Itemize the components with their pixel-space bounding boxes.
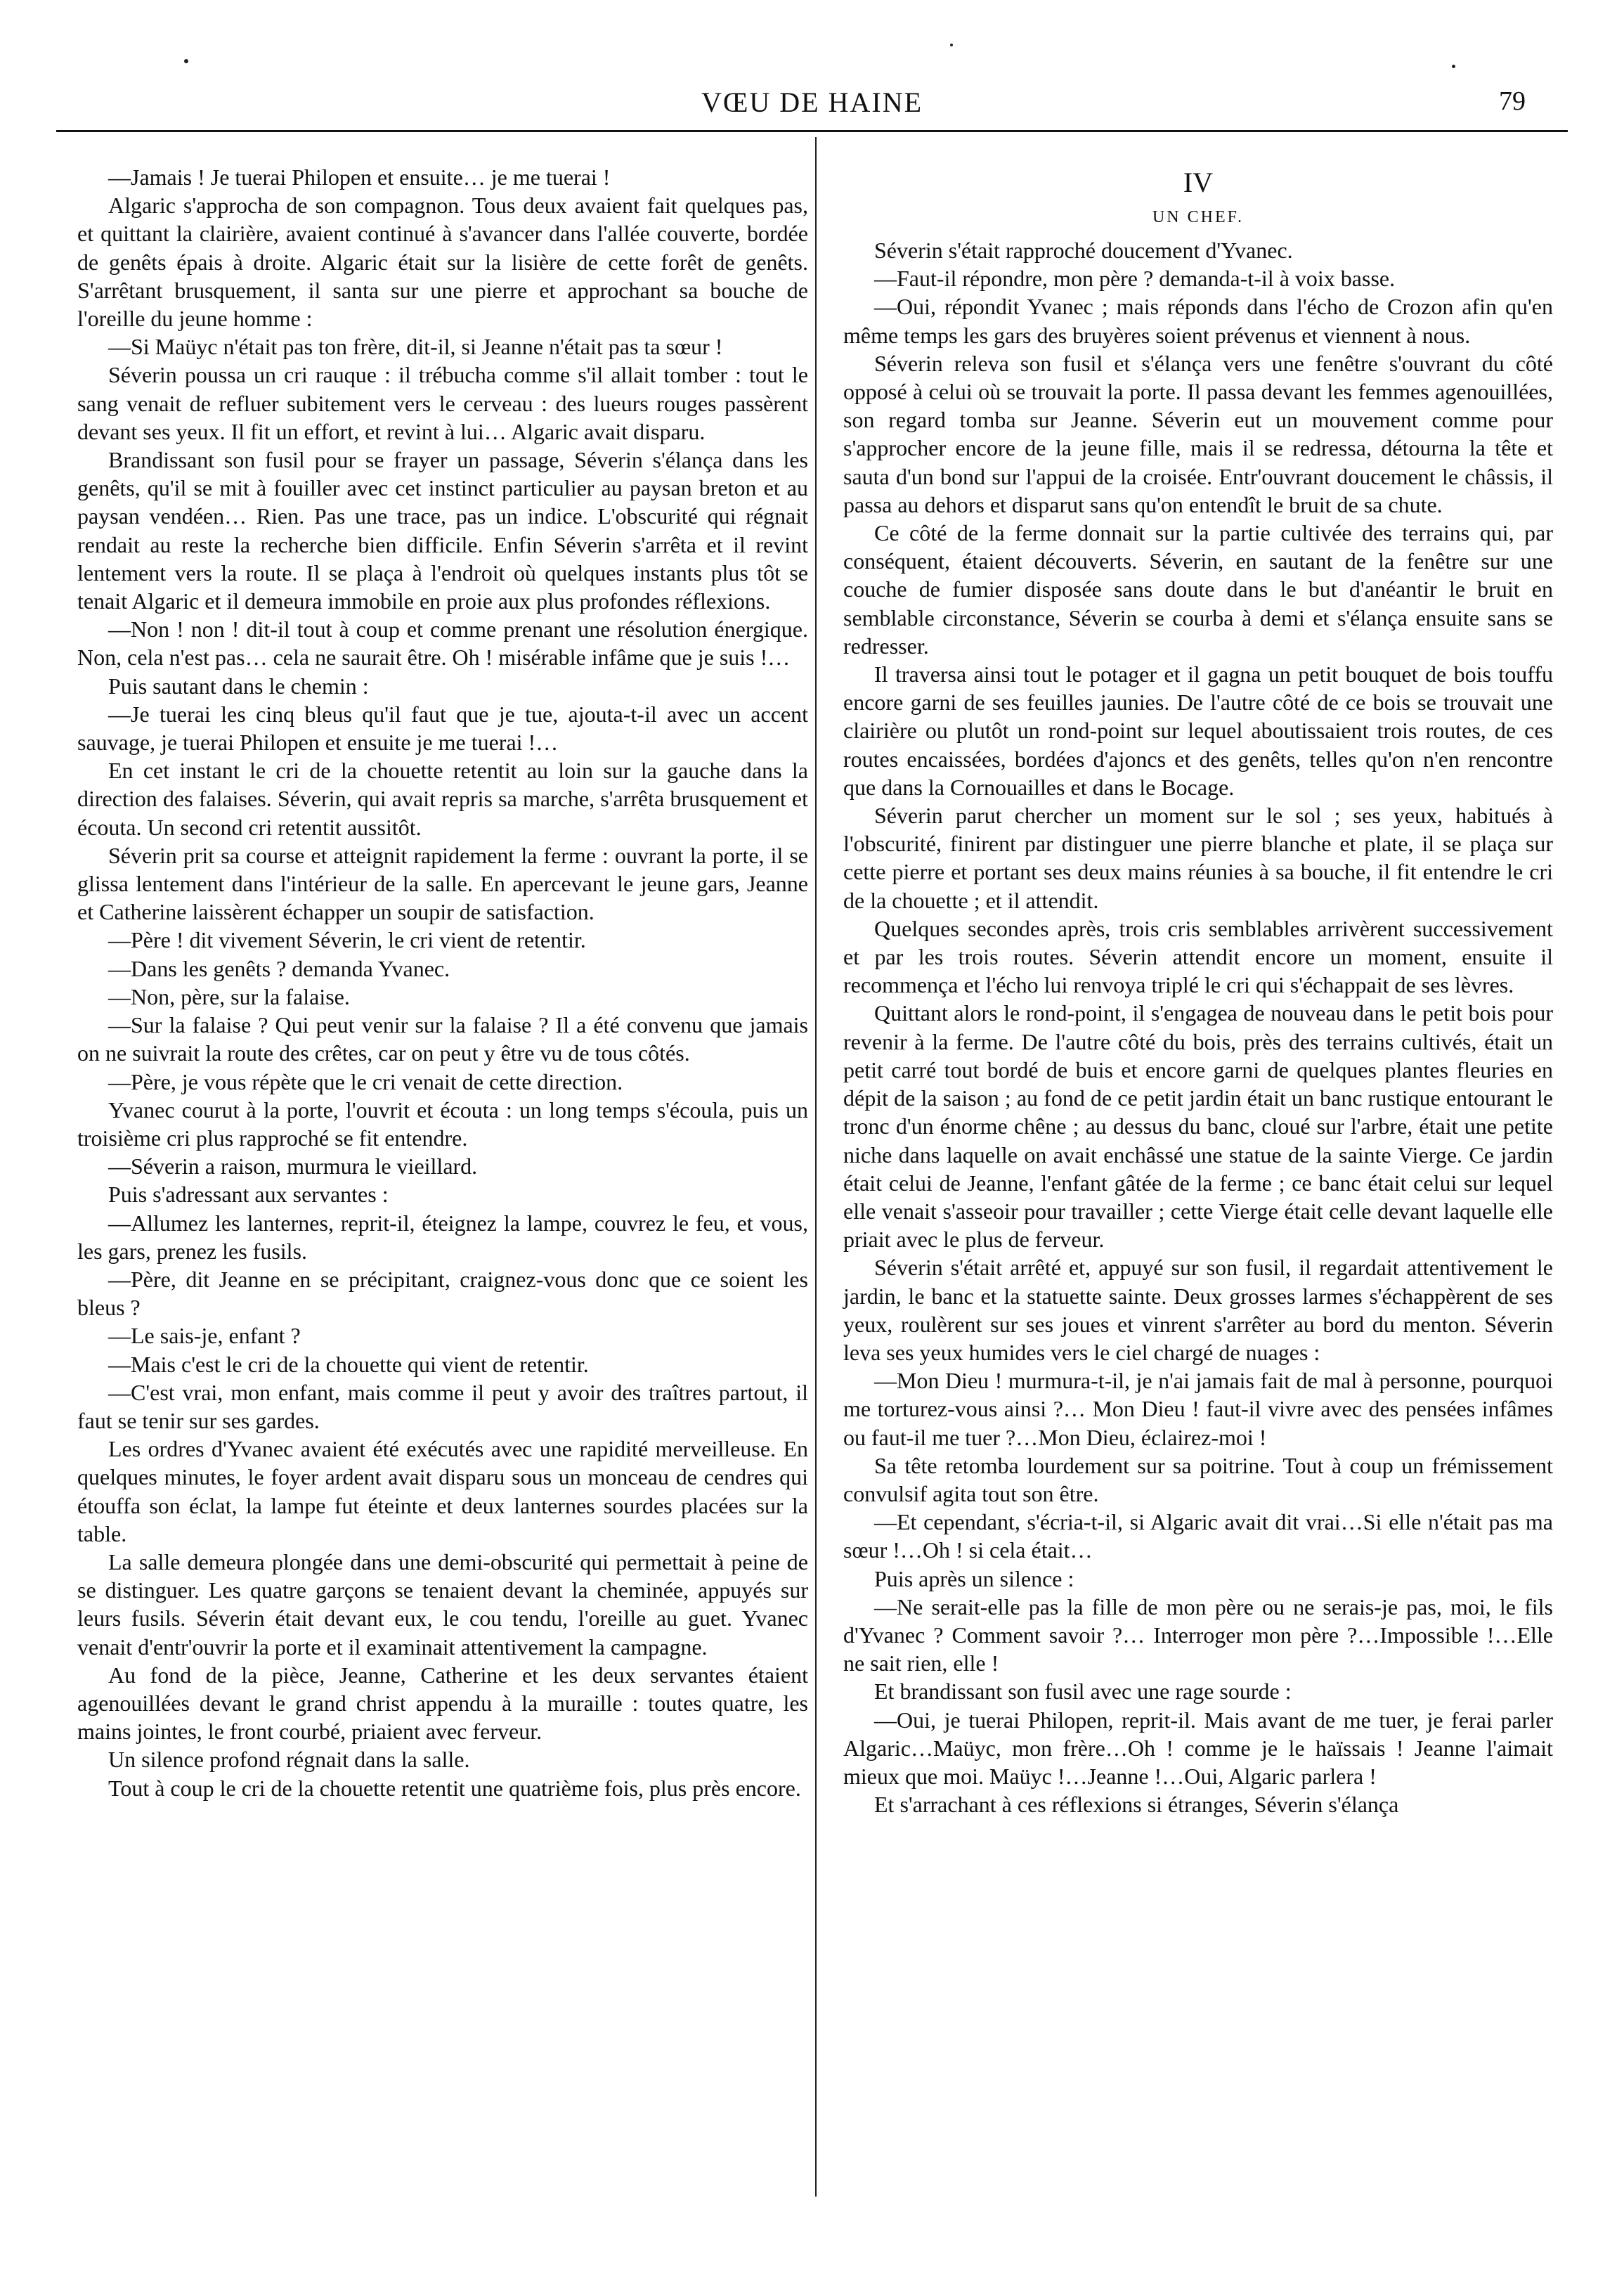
- paragraph: —Jamais ! Je tuerai Philopen et ensuite… je me tuerai !: [108, 164, 611, 190]
- paragraph: Quelques secondes après, trois cris semblables arrivèrent successivement et par les trois routes. Séverin attendit encore un moment, ensuite il recommença et l'écho lui renvoya triplé le cri qui s'échappait de ses lèvres.: [843, 915, 1553, 998]
- paragraph: Il traversa ainsi tout le potager et il gagna un petit bouquet de bois touffu encore garni de ses feuilles jaunies. De l'autre côté de ce bois se trouvait une clairière ou plutôt un rond-point sur lequel aboutissaient trois routes, de ces routes encaissées, bordées d'ajoncs et des genêts, telles qu'on n'en rencontre que dans la Cornouailles et dans le Bocage.: [843, 661, 1553, 800]
- paragraph: Séverin prit sa course et atteignit rapidement la ferme : ouvrant la porte, il se glissa lentement dans l'intérieur de la salle. En apercevant le jeune gars, Jeanne et Catherine laissèrent échapper un soupir de satisfaction.: [77, 842, 808, 925]
- paragraph: Puis sautant dans le chemin :: [108, 673, 369, 699]
- paragraph: Séverin releva son fusil et s'élança vers une fenêtre s'ouvrant du côté opposé à celui où se trouvait la porte. Il passa devant les femmes agenouillées, son regard tomba sur Jeanne. Séverin eut un mouvement comme pour s'approcher encore de la jeune fille, mais il se redressa, détourna la tête et sauta d'un bond sur l'appui de la croisée. Entr'ouvrant doucement le châssis, il passa au dehors et disparut sans qu'on entendît le bruit de sa chute.: [843, 350, 1553, 517]
- paragraph: —Séverin a raison, murmura le vieillard.: [108, 1153, 478, 1179]
- paragraph: —Le sais-je, enfant ?: [108, 1323, 301, 1349]
- paragraph: Ce côté de la ferme donnait sur la partie cultivée des terrains qui, par conséquent, étaient découverts. Séverin, en sautant de la fenêtre sur une couche de fumier disposée sans doute dans le but d'anéantir le bruit en semblable circonstance, Séverin se courba à demi et s'élança ensuite sans se redresser.: [843, 520, 1553, 659]
- header-rule: [56, 130, 1568, 132]
- paragraph: —Allumez les lanternes, reprit-il, éteignez la lampe, couvrez le feu, et vous, les gars, prenez les fusils.: [77, 1210, 808, 1264]
- paragraph: La salle demeura plongée dans une demi-obscurité qui permettait à peine de se distinguer. Les quatre garçons se tenaient devant la cheminée, appuyés sur leurs fusils. Séverin était devant eux, le cou tendu, l'oreille au guet. Yvanec venait d'entr'ouvrir la porte et il examinait attentivement la campagne.: [77, 1548, 808, 1660]
- paragraph: Séverin s'était arrêté et, appuyé sur son fusil, il regardait attentivement le jardin, le banc et la statuette sainte. Deux grosses larmes s'échappèrent de ses yeux, roulèrent sur ses joues et vinrent s'arrêter au bord du menton. Séverin leva ses yeux humides vers le ciel chargé de nuages :: [843, 1255, 1553, 1365]
- paragraph: Tout à coup le cri de la chouette retentit une quatrième fois, plus près encore.: [108, 1775, 801, 1801]
- paragraph: Et brandissant son fusil avec une rage sourde :: [874, 1679, 1292, 1705]
- paragraph: —Non, père, sur la falaise.: [108, 983, 350, 1009]
- page-title: VŒU DE HAINE: [701, 86, 923, 118]
- paragraph: —Père ! dit vivement Séverin, le cri vient de retentir.: [108, 927, 586, 953]
- paragraph: —Père, je vous répète que le cri venait de cette direction.: [108, 1068, 623, 1094]
- paragraph: —Non ! non ! dit-il tout à coup et comme prenant une résolution énergique. Non, cela n'est pas… cela ne saurait être. Oh ! misérable infâme que je suis !…: [77, 616, 808, 671]
- paragraph: —Et cependant, s'écria-t-il, si Algaric avait dit vrai…Si elle n'était pas ma sœur !…Oh ! si cela était…: [843, 1509, 1553, 1563]
- paragraph: —Mais c'est le cri de la chouette qui vient de retentir.: [108, 1351, 589, 1377]
- column-divider: [815, 137, 817, 2197]
- paragraph: Puis après un silence :: [874, 1565, 1074, 1591]
- paragraph: —Je tuerai les cinq bleus qu'il faut que je tue, ajouta-t-il avec un accent sauvage, je tuerai Philopen et ensuite je me tuerai !…: [77, 701, 808, 756]
- paragraph: Algaric s'approcha de son compagnon. Tous deux avaient fait quelques pas, et quittant la clairière, avaient continué à s'avancer dans l'allée couverte, bordée de genêts épais à droite. Algaric était sur la lisière de cette forêt de genêts. S'arrêtant brusquement, il santa sur une pierre et approchant sa bouche de l'oreille du jeune homme :: [77, 193, 808, 332]
- paragraph: Séverin poussa un cri rauque : il trébucha comme s'il allait tomber : tout le sang venait de refluer subitement vers le cerveau : des lueurs rouges passèrent devant ses yeux. Il fit un effort, et revint à lui… Algaric avait disparu.: [77, 362, 808, 444]
- paragraph: Puis s'adressant aux servantes :: [108, 1182, 389, 1208]
- print-speck: [184, 59, 188, 63]
- paragraph: —Oui, je tuerai Philopen, reprit-il. Mais avant de me tuer, je ferai parler Algaric…Maüyc, mon frère…Oh ! comme je le haïssais ! Jeanne l'aimait mieux que moi. Maüyc !…Jeanne !…Oui, Algaric parlera !: [843, 1707, 1553, 1789]
- paragraph: —Dans les genêts ? demanda Yvanec.: [108, 955, 450, 981]
- paragraph: —Oui, répondit Yvanec ; mais réponds dans l'écho de Crozon afin qu'en même temps les gars des bruyères soient prévenus et viennent à nous.: [843, 294, 1553, 348]
- running-head: [56, 79, 1568, 128]
- paragraph: Yvanec courut à la porte, l'ouvrit et écouta : un long temps s'écoula, puis un troisième cri plus rapproché se fit entendre.: [77, 1097, 808, 1151]
- paragraph: En cet instant le cri de la chouette retentit au loin sur la gauche dans la direction des falaises. Séverin, qui avait repris sa marche, s'arrêta brusquement et écouta. Un second cri retentit aussitôt.: [77, 758, 808, 840]
- paragraph: —Faut-il répondre, mon père ? demanda-t-il à voix basse.: [874, 266, 1396, 292]
- print-speck: [950, 44, 953, 46]
- paragraph: Au fond de la pièce, Jeanne, Catherine et les deux servantes étaient agenouillées devant le grand christ appendu à la muraille : toutes quatre, les mains jointes, le front courbé, priaient avec ferveur.: [77, 1662, 808, 1745]
- paragraph: Les ordres d'Yvanec avaient été exécutés avec une rapidité merveilleuse. En quelques minutes, le foyer ardent avait disparu sous un monceau de cendres qui étouffa son éclat, la lampe fut éteinte et deux lanternes sourdes placées sur la table.: [77, 1436, 808, 1546]
- paragraph: Brandissant son fusil pour se frayer un passage, Séverin s'élança dans les genêts, qu'il se mit à fouiller avec cet instinct particulier au paysan breton et au paysan vendéen… Rien. Pas une trace, pas un indice. L'obscurité qui régnait rendait au reste la recherche bien difficile. Enfin Séverin s'arrêta et il revint lentement vers la route. Il se plaça à l'endroit où quelques instants plus tôt se tenait Algaric et il demeura immobile en proie aux plus profondes réflexions.: [77, 447, 808, 614]
- chapter-title: UN CHEF.: [1152, 208, 1245, 226]
- chapter-number: IV: [1183, 167, 1214, 198]
- paragraph: —C'est vrai, mon enfant, mais comme il peut y avoir des traîtres partout, il faut se tenir sur ses gardes.: [77, 1379, 808, 1433]
- page-number: 79: [1499, 86, 1526, 116]
- print-speck: [1452, 65, 1455, 68]
- paragraph: Séverin s'était rapproché doucement d'Yvanec.: [874, 238, 1293, 263]
- left-column: [77, 163, 808, 1802]
- paragraph: —Mon Dieu ! murmura-t-il, je n'ai jamais fait de mal à personne, pourquoi me torturez-vous ainsi ?… Mon Dieu ! faut-il vivre avec des pensées infâmes ou faut-il me tuer ?…Mon Dieu, éclairez-moi !: [843, 1368, 1553, 1450]
- paragraph: Un silence profond régnait dans la salle.: [108, 1747, 470, 1773]
- paragraph: —Sur la falaise ? Qui peut venir sur la falaise ? Il a été convenu que jamais on ne suivrait la route des crêtes, car on peut y être vu de tous côtés.: [77, 1012, 808, 1066]
- paragraph: Et s'arrachant à ces réflexions si étranges, Séverin s'élança: [874, 1792, 1399, 1818]
- paragraph: —Père, dit Jeanne en se précipitant, craignez-vous donc que ce soient les bleus ?: [77, 1266, 808, 1321]
- right-column: [843, 163, 1553, 1818]
- paragraph: Quittant alors le rond-point, il s'engagea de nouveau dans le petit bois pour revenir à la ferme. De l'autre côté du bois, près des terrains cultivés, était un petit carré tout bordé de buis et encore garni de quelques plantes fleuries en dépit de la saison ; au fond de ce petit jardin était un banc rustique entourant le tronc d'un énorme chêne ; au dessus du banc, cloué sur l'arbre, était une petite niche dans laquelle on avait enchâssé une statue de la sainte Vierge. Ce jardin était celui de Jeanne, l'enfant gâtée de la ferme ; ce banc était celui sur lequel elle venait s'asseoir pour travailler ; cette Vierge était celle devant laquelle elle priait avec le plus de ferveur.: [843, 1000, 1553, 1253]
- paragraph: —Si Maüyc n'était pas ton frère, dit-il, si Jeanne n'était pas ta sœur !: [108, 334, 723, 360]
- paragraph: —Ne serait-elle pas la fille de mon père ou ne serais-je pas, moi, le fils d'Yvanec ? Comment savoir ?… Interroger mon père ?…Impossible !…Elle ne sait rien, elle !: [843, 1593, 1553, 1676]
- paragraph: Séverin parut chercher un moment sur le sol ; ses yeux, habitués à l'obscurité, finirent par distinguer une pierre blanche et plate, il se plaça sur cette pierre et portant ses deux mains réunies à sa bouche, il fit entendre le cri de la chouette ; et il attendit.: [843, 803, 1553, 913]
- paragraph: Sa tête retomba lourdement sur sa poitrine. Tout à coup un frémissement convulsif agita tout son être.: [843, 1452, 1553, 1506]
